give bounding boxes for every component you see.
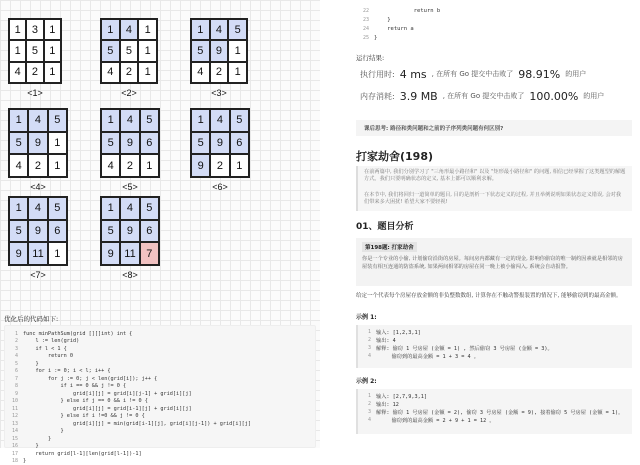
grid-cell: 3	[26, 19, 43, 40]
grid-cell: 5	[101, 132, 120, 155]
example-line	[358, 416, 632, 424]
line-number: 10	[5, 398, 23, 404]
grid-cell: 1	[138, 40, 157, 61]
code-line	[5, 398, 315, 406]
intro-paragraph-1: 在前两篇中, 我们分别学习了 "三角形最小路径和" 以及 "矩形最小路径和" 的问题, 相信已经掌握了这类题型的解题方式。我们只要明确状态的定义, 基本上都可以顺利求解。	[364, 169, 626, 183]
memory-desc: , 在所有 Go 提交中击败了	[443, 91, 525, 101]
grid-cell: 11	[120, 242, 139, 265]
line-number: 18	[5, 458, 23, 464]
grid-cell: 5	[191, 40, 210, 61]
problem-title-text: 第198题: 打家劫舍	[362, 242, 417, 252]
grid-cell: 2	[26, 62, 43, 83]
line-number: 14	[5, 428, 23, 434]
left-pane	[0, 0, 320, 448]
grid-cell: 1	[48, 154, 67, 177]
grid-cell: 1	[9, 19, 26, 40]
grid-cell: 4	[120, 109, 139, 132]
grid-cell: 6	[140, 132, 159, 155]
grid-cell: 2	[210, 62, 229, 83]
line-number: 2	[5, 338, 23, 344]
grid-cell: 4	[210, 109, 229, 132]
optimized-code-caption: 优化后的代码如下:	[4, 314, 58, 323]
code-text: return b	[374, 8, 440, 14]
code-line	[356, 24, 626, 33]
line-number: 3	[358, 345, 376, 351]
line-number: 1	[358, 393, 376, 399]
code-text: if i == 0 && j != 0 {	[23, 383, 126, 389]
code-text: grid[i][j] = grid[i][j-1] + grid[i][j]	[23, 391, 192, 397]
code-text: return grid[l-1][len(grid[l-1])-1]	[23, 451, 142, 457]
code-line	[5, 443, 315, 451]
line-number: 15	[5, 436, 23, 442]
line-number: 13	[5, 421, 23, 427]
problem-analysis-heading: 01、题目分析	[356, 219, 414, 232]
grid-cell: 5	[140, 109, 159, 132]
code-line	[5, 353, 315, 361]
line-number: 1	[358, 329, 376, 335]
code-text: }	[23, 458, 26, 464]
code-line	[5, 368, 315, 376]
example-2-box	[356, 389, 632, 434]
line-number: 3	[358, 409, 376, 415]
line-number: 4	[5, 353, 23, 359]
grid-cell: 6	[230, 132, 249, 155]
line-number: 2	[358, 337, 376, 343]
example-line	[358, 408, 632, 416]
grid-label: <4>	[8, 182, 68, 192]
runtime-stat	[356, 64, 632, 84]
line-number: 4	[358, 353, 376, 359]
grid-cell: 4	[120, 19, 139, 40]
code-text: return 0	[23, 353, 73, 359]
grid-cell: 9	[120, 220, 139, 243]
code-text: }	[23, 361, 39, 367]
grid-label: <6>	[190, 182, 250, 192]
line-number: 8	[5, 383, 23, 389]
example-line	[358, 400, 632, 408]
code-line	[5, 360, 315, 368]
grid-cell: 1	[9, 197, 28, 220]
code-text: func minPathSum(grid [][]int) int {	[23, 331, 132, 337]
code-text: }	[23, 428, 64, 434]
grid-cell: 5	[120, 40, 139, 61]
code-text: for i := 0; i < l; i++ {	[23, 368, 110, 374]
example-1-box	[356, 325, 632, 368]
grid-cell: 4	[101, 154, 120, 177]
line-number: 23	[356, 17, 374, 23]
grid-cell: 1	[101, 197, 120, 220]
code-text: grid[i][j] = grid[i-1][j] + grid[i][j]	[23, 406, 192, 412]
grid-cell: 4	[120, 197, 139, 220]
example-text: 输入: [2,7,9,3,1]	[376, 393, 427, 400]
run-result-title: 运行结果:	[356, 53, 384, 62]
memory-percent: 100.00%	[529, 90, 578, 103]
example-line	[358, 344, 632, 352]
grid-cell: 1	[101, 19, 120, 40]
grid-cell: 4	[191, 62, 210, 83]
runtime-label: 执行用时:	[360, 69, 395, 80]
code-line	[5, 345, 315, 353]
line-number: 1	[5, 331, 23, 337]
grid-cell: 6	[48, 220, 67, 243]
line-number: 4	[358, 417, 376, 423]
code-line	[5, 338, 315, 346]
grid-cell: 11	[28, 242, 47, 265]
grid-cell: 5	[9, 220, 28, 243]
example-line	[358, 392, 632, 400]
example-text: 解释: 偷窃 1 号房屋 (金额 = 1) , 然后偷窃 3 号房屋 (金额 = 3)。	[376, 345, 553, 352]
line-number: 17	[5, 451, 23, 457]
grid-diagram-7	[8, 196, 68, 266]
code-line	[5, 420, 315, 428]
grid-cell: 1	[44, 19, 61, 40]
line-number: 7	[5, 376, 23, 382]
example-line	[358, 336, 632, 344]
problem-text: 你是一个专业的小偷, 计划偷窃沿街的房屋。每间房内都藏有一定的现金, 影响你偷窃的唯一制约因素就是相邻的房屋装有相互连通的防盗系统, 如果两间相邻的房屋在同一晚上被小偷闯入, 系统会自动报警。	[362, 256, 626, 271]
grid-diagram-2	[100, 18, 158, 84]
grid-label: <7>	[8, 270, 68, 280]
code-text: }	[23, 443, 39, 449]
grid-cell: 4	[9, 154, 28, 177]
example-text: 输出: 4	[376, 337, 396, 344]
grid-cell: 2	[120, 154, 139, 177]
grid-cell: 9	[101, 242, 120, 265]
grid-cell: 4	[28, 197, 47, 220]
grid-cell: 1	[138, 19, 157, 40]
problem-title	[362, 242, 626, 252]
grid-cell: 1	[44, 40, 61, 61]
code-line	[5, 450, 315, 458]
grid-cell: 5	[101, 220, 120, 243]
grid-cell: 4	[210, 19, 229, 40]
code-block	[4, 325, 316, 448]
grid-cell: 5	[101, 40, 120, 61]
example-line	[358, 352, 632, 360]
code-line	[356, 15, 626, 24]
code-text: } else if i !=0 && j != 0 {	[23, 413, 145, 419]
code-line	[5, 383, 315, 391]
example-text: 偷窃到的最高金额 = 1 + 3 = 4 。	[376, 353, 479, 360]
grid-cell: 1	[228, 40, 247, 61]
example-1-title: 示例 1:	[356, 312, 377, 321]
runtime-value: 4 ms	[400, 68, 427, 81]
code-line	[356, 6, 626, 15]
grid-cell: 9	[210, 40, 229, 61]
grid-diagram-5	[100, 108, 160, 178]
memory-label: 内存消耗:	[360, 91, 395, 102]
code-line	[5, 458, 315, 465]
grid-cell: 5	[228, 19, 247, 40]
memory-stat	[356, 86, 632, 106]
grid-cell: 1	[191, 109, 210, 132]
code-line	[5, 428, 315, 436]
grid-cell: 9	[120, 132, 139, 155]
example-text: 偷窃到的最高金额 = 2 + 9 + 1 = 12 。	[376, 417, 495, 424]
task-description: 给定一个代表每个房屋存放金额的非负整数数组, 计算你在不触动警报装置的情况下, 能够偷窃到的最高金额。	[356, 292, 632, 301]
line-number: 5	[5, 361, 23, 367]
grid-label: <2>	[99, 88, 159, 98]
runtime-percent: 98.91%	[518, 68, 560, 81]
code-text: l := len(grid)	[23, 338, 79, 344]
memory-tail: 的用户	[583, 91, 604, 101]
grid-cell: 1	[228, 62, 247, 83]
grid-cell: 1	[191, 19, 210, 40]
grid-cell: 7	[140, 242, 159, 265]
line-number: 3	[5, 346, 23, 352]
example-text: 解释: 偷窃 1 号房屋 (金额 = 2), 偷窃 3 号房屋 (金额 = 9), 接着偷窃 5 号房屋 (金额 = 1)。	[376, 409, 623, 416]
grid-cell: 5	[140, 197, 159, 220]
grid-cell: 9	[28, 220, 47, 243]
line-number: 22	[356, 8, 374, 14]
line-number: 12	[5, 413, 23, 419]
code-text: }	[374, 17, 391, 23]
grid-cell: 9	[28, 132, 47, 155]
grid-cell: 1	[9, 40, 26, 61]
code-line	[5, 435, 315, 443]
example-2-title: 示例 2:	[356, 376, 377, 385]
grid-cell: 9	[191, 154, 210, 177]
line-number: 25	[356, 35, 374, 41]
grid-cell: 4	[28, 109, 47, 132]
grid-cell: 5	[48, 197, 67, 220]
intro-paragraph-2-text: 在本节中, 我们将回归一道简单的题目, 目的是剖析一下状态定义的过程, 并且举例说明如果状态定义错误, 会对我们带来多大困扰! 希望大家不要轻视!	[364, 192, 624, 206]
grid-diagram-4	[8, 108, 68, 178]
code-text: } else if j == 0 && i != 0 {	[23, 398, 148, 404]
intro-paragraph-2	[356, 192, 632, 213]
grid-cell: 2	[120, 62, 139, 83]
grid-cell: 5	[9, 132, 28, 155]
grid-cell: 1	[230, 154, 249, 177]
grid-label: <5>	[100, 182, 160, 192]
code-text: }	[23, 436, 51, 442]
grid-cell: 4	[9, 62, 26, 83]
grid-cell: 1	[138, 62, 157, 83]
grid-cell: 5	[48, 109, 67, 132]
grid-cell: 5	[26, 40, 43, 61]
grid-cell: 9	[210, 132, 229, 155]
runtime-desc: , 在所有 Go 提交中击败了	[432, 69, 514, 79]
right-pane	[322, 0, 640, 448]
grid-cell: 1	[140, 154, 159, 177]
problem-box	[356, 238, 632, 286]
code-text: }	[374, 35, 377, 41]
code-text: return a	[374, 26, 414, 32]
line-number: 6	[5, 368, 23, 374]
line-number: 2	[358, 401, 376, 407]
grid-cell: 2	[28, 154, 47, 177]
grid-cell: 4	[101, 62, 120, 83]
code-line	[356, 33, 626, 42]
section-title: 打家劫舍(198)	[356, 148, 433, 164]
line-number: 9	[5, 391, 23, 397]
grid-cell: 1	[48, 132, 67, 155]
grid-diagram-1	[8, 18, 62, 84]
runtime-tail: 的用户	[565, 69, 586, 79]
grid-label: <3>	[189, 88, 249, 98]
example-line	[358, 328, 632, 336]
example-text: 输出: 12	[376, 401, 399, 408]
code-line	[5, 375, 315, 383]
grid-cell: 5	[191, 132, 210, 155]
grid-label: <8>	[100, 270, 160, 280]
code-line	[5, 330, 315, 338]
grid-diagram-6	[190, 108, 250, 178]
memory-value: 3.9 MB	[400, 90, 438, 103]
code-line	[5, 390, 315, 398]
grid-cell: 5	[230, 109, 249, 132]
grid-cell: 2	[210, 154, 229, 177]
grid-cell: 6	[140, 220, 159, 243]
code-line	[5, 413, 315, 421]
line-number: 24	[356, 26, 374, 32]
grid-diagram-8	[100, 196, 160, 266]
grid-cell: 1	[9, 109, 28, 132]
grid-cell: 1	[44, 62, 61, 83]
grid-cell: 9	[9, 242, 28, 265]
grid-diagram-3	[190, 18, 248, 84]
grid-cell: 1	[48, 242, 67, 265]
example-text: 输入: [1,2,3,1]	[376, 329, 421, 336]
code-text: for j := 0; j < len(grid[i]); j++ {	[23, 376, 157, 382]
top-code-snippet	[356, 6, 626, 42]
line-number: 11	[5, 406, 23, 412]
code-line	[5, 405, 315, 413]
grid-cell: 1	[101, 109, 120, 132]
line-number: 16	[5, 443, 23, 449]
after-class-note: 课后思考: 路径和类问题和之前的子序列类问题有何区别?	[356, 120, 632, 136]
code-text: if l < 1 {	[23, 346, 67, 352]
grid-label: <1>	[5, 88, 65, 98]
code-text: grid[i][j] = min(grid[i-1][j], grid[i][j-1]) + grid[i][j]	[23, 421, 251, 427]
